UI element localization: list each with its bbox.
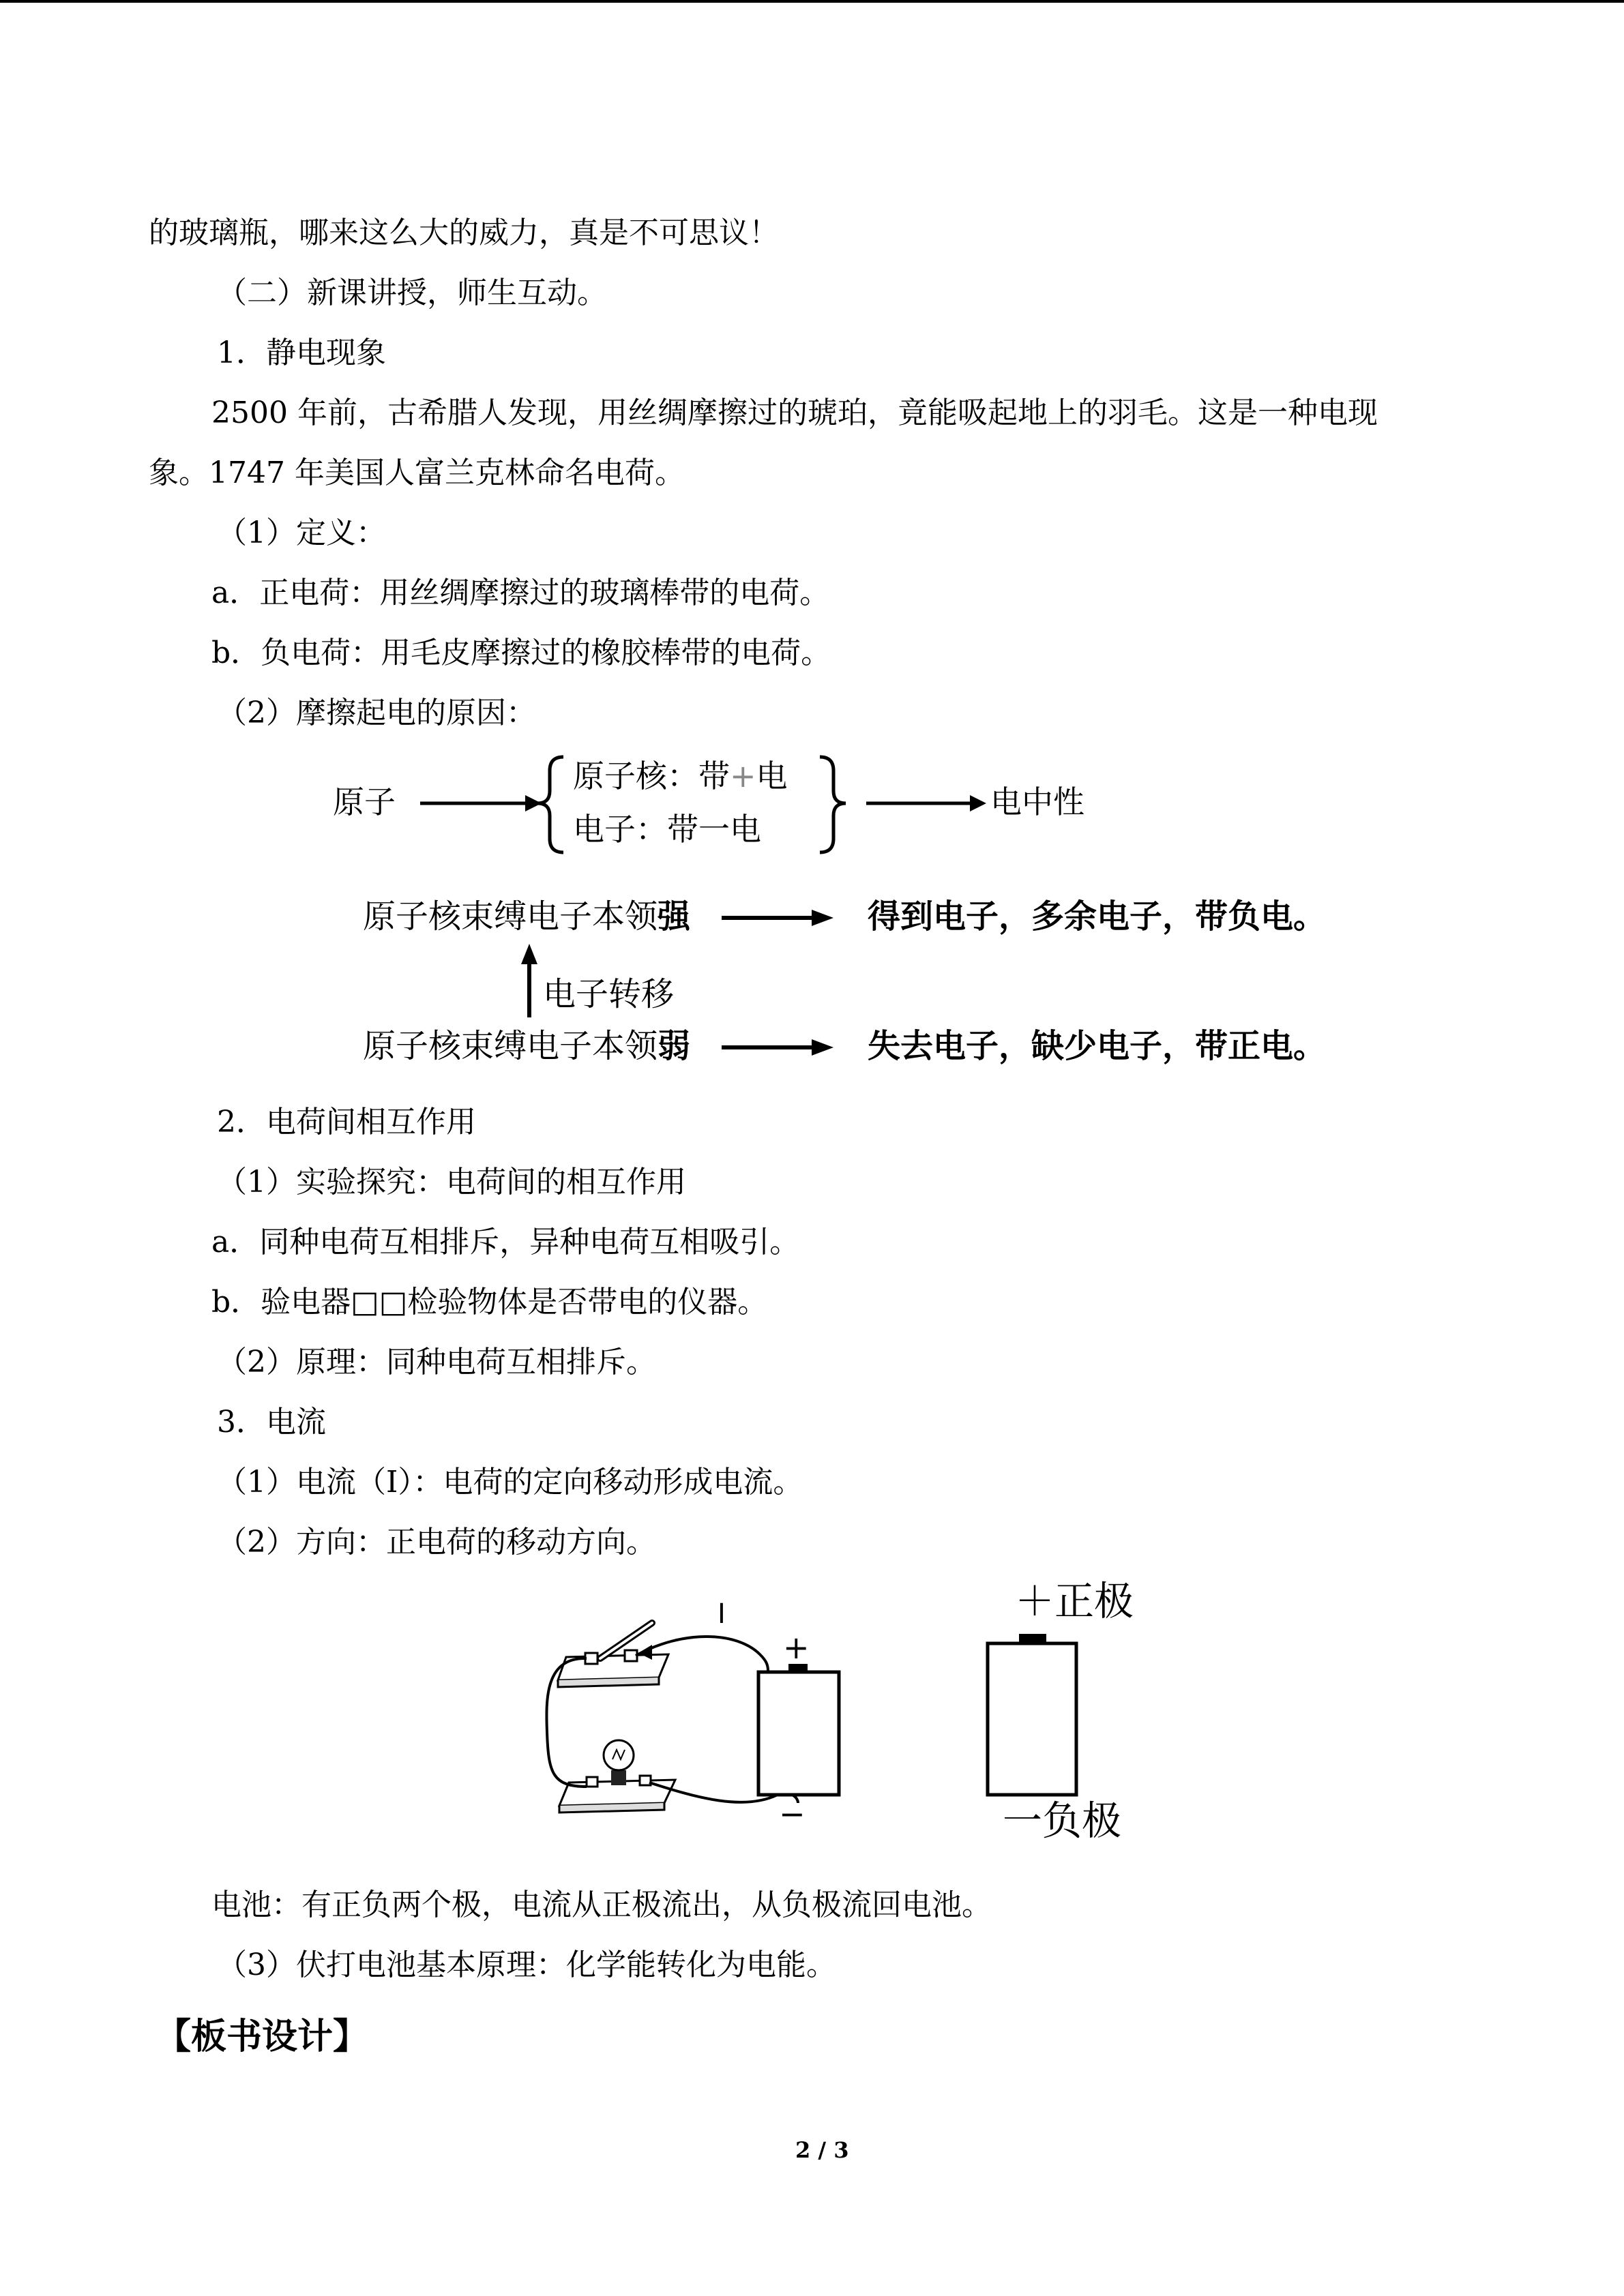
paragraph-line: （2）摩擦起电的原因： bbox=[217, 696, 536, 730]
arrow-weak-head bbox=[812, 1039, 833, 1056]
paragraph-line: 的玻璃瓶，哪来这么大的威力，真是不可思议！ bbox=[149, 215, 779, 250]
section-heading: （二）新课讲授，师生互动。 bbox=[217, 275, 607, 310]
battery-minus: − bbox=[779, 1795, 806, 1832]
paragraph-line: （2）原理：同种电荷互相排斥。 bbox=[217, 1345, 656, 1380]
paragraph-line: 2500 年前，古希腊人发现，用丝绸摩擦过的琥珀，竟能吸起地上的羽毛。这是一种电现 bbox=[211, 396, 1378, 430]
nucleus-charge: 原子核：带+电 bbox=[573, 758, 788, 794]
arrow-strong-head bbox=[812, 910, 833, 926]
electron-charge: 电子：带一电 bbox=[573, 811, 761, 848]
paragraph-line: （1）实验探究：电荷间的相互作用 bbox=[217, 1165, 686, 1199]
bulb-socket bbox=[611, 1770, 626, 1785]
page-number: 2 / 3 bbox=[795, 2137, 849, 2163]
subsection-heading: 3．电流 bbox=[217, 1405, 326, 1440]
weak-result: 失去电子，缺少电子，带正电。 bbox=[868, 1027, 1327, 1065]
current-label: I bbox=[718, 1598, 726, 1630]
paragraph-line: a．正电荷：用丝绸摩擦过的玻璃棒带的电荷。 bbox=[211, 576, 830, 610]
battery-plus: + bbox=[783, 1629, 810, 1666]
subsection-heading: 1．静电现象 bbox=[217, 336, 386, 370]
atom-label: 原子 bbox=[333, 784, 396, 820]
battery bbox=[758, 1672, 839, 1795]
paragraph-line: a．同种电荷互相排斥，异种电荷互相吸引。 bbox=[211, 1225, 800, 1259]
positive-pole-label: ＋正极 bbox=[1015, 1578, 1134, 1624]
subsection-heading: 2．电荷间相互作用 bbox=[217, 1105, 476, 1139]
transfer-arrows bbox=[0, 0, 1624, 1091]
paragraph-line: b．负电荷：用毛皮摩擦过的橡胶棒带的电荷。 bbox=[211, 636, 831, 670]
paragraph-line: （1）定义： bbox=[217, 516, 386, 550]
transfer-label: 电子转移 bbox=[543, 975, 675, 1013]
paragraph-line: （2）方向：正电荷的移动方向。 bbox=[217, 1525, 656, 1560]
battery-poles bbox=[988, 1643, 1076, 1795]
paragraph-line: b．验电器□□检验物体是否带电的仪器。 bbox=[211, 1285, 768, 1320]
bulb-terminal bbox=[587, 1777, 597, 1787]
board-design-heading: 【板书设计】 bbox=[156, 2016, 369, 2057]
plus-sign: + bbox=[730, 758, 756, 794]
strong-binding-label: 原子核束缚电子本领强 bbox=[363, 897, 691, 936]
weak-binding-label: 原子核束缚电子本领弱 bbox=[363, 1027, 691, 1065]
paragraph-line: （1）电流（I）：电荷的定向移动形成电流。 bbox=[217, 1465, 803, 1500]
switch-terminal bbox=[625, 1650, 637, 1661]
paragraph-line: （3）伏打电池基本原理：化学能转化为电能。 bbox=[217, 1948, 836, 1982]
arrow-transfer-head bbox=[521, 944, 537, 964]
strong-result: 得到电子，多余电子，带负电。 bbox=[868, 897, 1327, 936]
switch-terminal bbox=[585, 1653, 597, 1664]
circuit-figure bbox=[518, 1568, 1200, 1855]
negative-pole-label: 一负极 bbox=[1003, 1798, 1122, 1844]
paragraph-line: 象。1747 年美国人富兰克林命名电荷。 bbox=[149, 456, 685, 490]
neutral-label: 电中性 bbox=[990, 784, 1084, 820]
battery-cap bbox=[1019, 1634, 1046, 1645]
paragraph-line: 电池：有正负两个极，电流从正极流出，从负极流回电池。 bbox=[211, 1888, 992, 1922]
